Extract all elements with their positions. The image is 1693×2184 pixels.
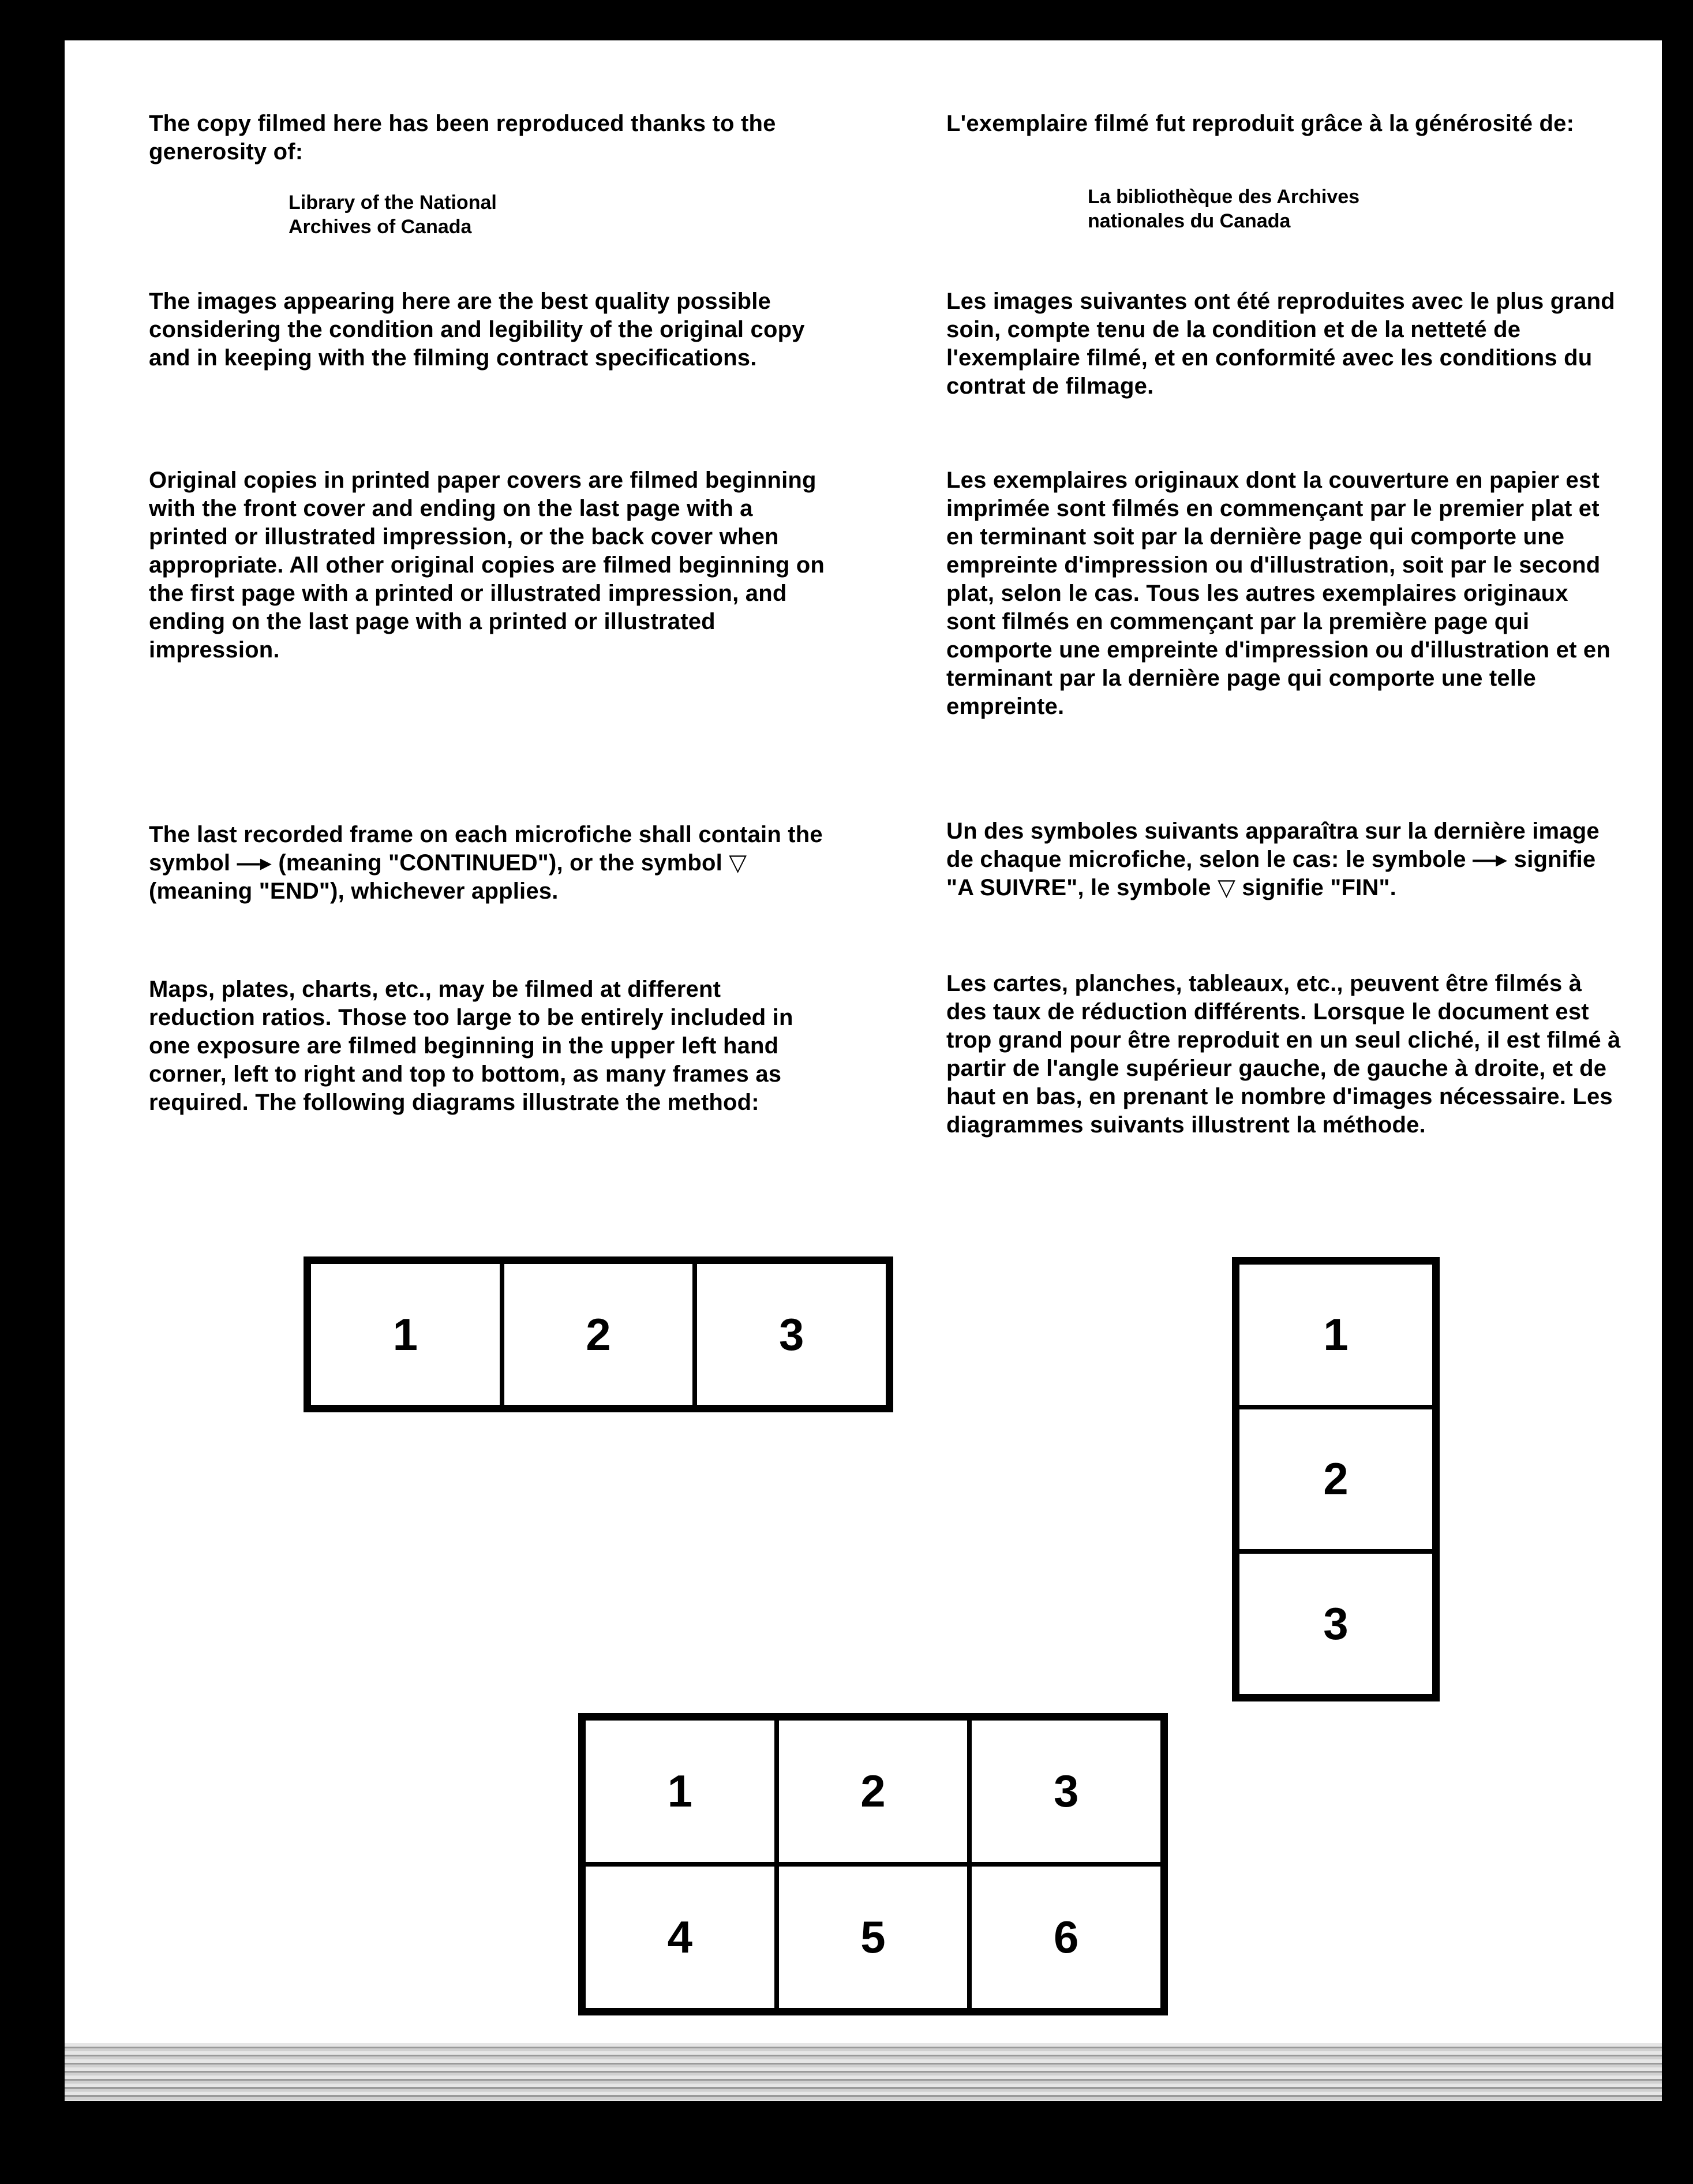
fr-original-copies-paragraph: Les exemplaires originaux dont la couverture en papier est imprimée sont filmés en commençant par le premier plat et en terminant soit par la dernière page qui comporte une empreinte d'impression ou d'illustration, soit par le second plat, selon le cas. Tous les autres exemplaires originaux sont filmés en commençant par la première page qui comporte une empreinte d'impression ou d'illustration et en terminant par la dernière page qui comporte une telle empreinte.	[946, 468, 1610, 719]
frame-cell: 3	[1237, 1551, 1434, 1696]
frame-cell: 3	[969, 1718, 1163, 1864]
frame-cell: 2	[777, 1718, 970, 1864]
frame-cell: 3	[695, 1262, 888, 1407]
en-symbol-paragraph: The last recorded frame on each microfiche shall contain the symbol —▸ (meaning "CONTINUED"), or the symbol ▽ (meaning "END"), whichever applies.	[149, 822, 823, 904]
fr-thanks-paragraph: L'exemplaire filmé fut reproduit grâce à la générosité de:	[946, 111, 1575, 136]
en-original-copies-paragraph: Original copies in printed paper covers are filmed beginning with the front cover and ending on the last page with a printed or illustrated impression, or the back cover when appropriate. All other original copies are filmed beginning on the first page with a printed or illustrated impression, and ending on the last page with a printed or illustrated impression.	[149, 468, 825, 663]
en-library-line-1: Library of the National	[289, 192, 497, 214]
film-border-right	[1662, 0, 1693, 2184]
en-maps-paragraph: Maps, plates, charts, etc., may be filmed at different reduction ratios. Those too large to be entirely included in one exposure are filmed beginning in the upper left hand corner, left to right and top to bottom, as many frames as required. The following diagrams illustrate the method:	[149, 977, 793, 1115]
fr-image-quality-paragraph: Les images suivantes ont été reproduites avec le plus grand soin, compte tenu de la condition et de la netteté de l'exemplaire filmé, et en conformité avec les conditions du contrat de filmage.	[946, 289, 1615, 399]
frame-cell: 2	[1237, 1407, 1434, 1552]
frame-cell: 1	[1237, 1262, 1434, 1407]
film-border-top	[0, 0, 1693, 40]
frame-cell: 5	[777, 1864, 970, 2010]
film-border-left	[0, 0, 65, 2184]
en-thanks-paragraph: The copy filmed here has been reproduced thanks to the generosity of:	[149, 111, 776, 164]
fr-library-line-1: La bibliothèque des Archives	[1088, 186, 1360, 208]
frame-cell: 2	[502, 1262, 695, 1407]
en-image-quality-paragraph: The images appearing here are the best quality possible considering the condition and legibility of the original copy and in keeping with the filming contract specifications.	[149, 289, 805, 371]
film-border-bottom	[0, 2101, 1693, 2184]
diagram-vertical-frames	[1232, 1257, 1440, 1701]
frame-cell: 6	[969, 1864, 1163, 2010]
fr-library-line-2: nationales du Canada	[1088, 210, 1291, 232]
fr-symbol-paragraph: Un des symboles suivants apparaîtra sur la dernière image de chaque microfiche, selon le cas: le symbole —▸ signifie "A SUIVRE", le symbole ▽ signifie "FIN".	[946, 818, 1600, 900]
en-library-line-2: Archives of Canada	[289, 216, 472, 238]
film-edge-strip	[65, 2043, 1662, 2101]
diagram-horizontal-frames	[304, 1256, 893, 1412]
frame-cell: 4	[583, 1864, 777, 2010]
diagram-six-frames	[578, 1713, 1168, 2015]
frame-cell: 1	[309, 1262, 502, 1407]
fr-maps-paragraph: Les cartes, planches, tableaux, etc., peuvent être filmés à des taux de réduction différents. Lorsque le document est trop grand pour être reproduit en un seul cliché, il est filmé à partir de l'angle supérieur gauche, de gauche à droite, et de haut en bas, en prenant le nombre d'images nécessaire. Les diagrammes suivants illustrent la méthode.	[946, 971, 1621, 1138]
frame-cell: 1	[583, 1718, 777, 1864]
